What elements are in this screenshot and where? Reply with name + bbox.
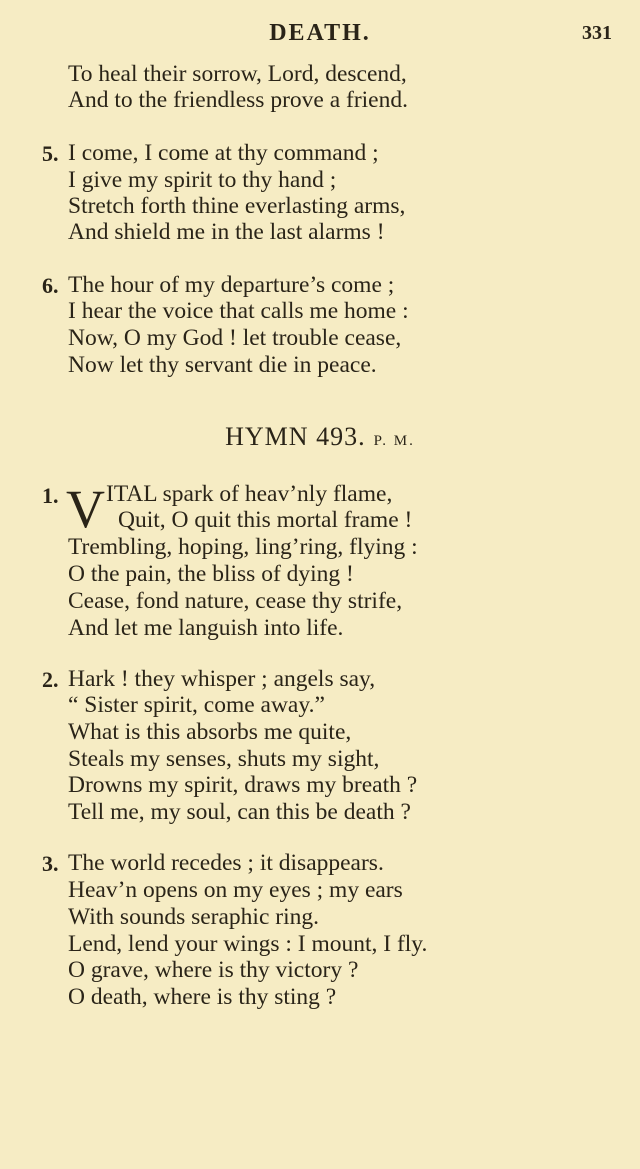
verse-line: Quit, O quit this mortal frame ! (118, 507, 413, 533)
stanza-number: 6. (42, 273, 59, 298)
hymn-number: HYMN 493. (225, 422, 366, 451)
verse-line: Now let thy servant die in peace. (68, 352, 377, 378)
verse-line: O death, where is thy sting ? (68, 984, 337, 1010)
hymn-title (0, 422, 640, 452)
verse-line: “ Sister spirit, come away.” (68, 692, 325, 718)
page-number: 331 (582, 22, 612, 44)
verse-line: To heal their sorrow, Lord, descend, (68, 61, 407, 87)
verse-line: ITAL spark of heav’nly flame, (106, 481, 393, 507)
stanza-number: 1. (42, 483, 59, 508)
verse-line: The hour of my departure’s come ; (68, 272, 395, 298)
verse-line: What is this absorbs me quite, (68, 719, 352, 745)
verse-line: Now, O my God ! let trouble cease, (68, 325, 402, 351)
verse-line: Steals my senses, shuts my sight, (68, 746, 380, 772)
verse-line: I come, I come at thy command ; (68, 140, 379, 166)
verse-line: I give my spirit to thy hand ; (68, 167, 337, 193)
verse-line: Tell me, my soul, can this be death ? (68, 799, 411, 825)
verse-line: I hear the voice that calls me home : (68, 298, 409, 324)
stanza-number: 5. (42, 141, 59, 166)
verse-line: Cease, fond nature, cease thy strife, (68, 588, 403, 614)
stanza-number: 2. (42, 667, 59, 692)
verse-line: Trembling, hoping, ling’ring, flying : (68, 534, 418, 560)
verse-line: O the pain, the bliss of dying ! (68, 561, 354, 587)
verse-line: And shield me in the last alarms ! (68, 219, 385, 245)
verse-line: Heav’n opens on my eyes ; my ears (68, 877, 403, 903)
verse-line: Stretch forth thine everlasting arms, (68, 193, 406, 219)
running-head: DEATH. (269, 20, 371, 46)
verse-line: And to the friendless prove a friend. (68, 87, 408, 113)
stanza-number: 3. (42, 851, 59, 876)
verse-line: With sounds seraphic ring. (68, 904, 319, 930)
verse-line: The world recedes ; it disappears. (68, 850, 384, 876)
verse-line: Hark ! they whisper ; angels say, (68, 666, 376, 692)
drop-cap: V (66, 479, 105, 539)
hymn-meter: P. M. (373, 433, 415, 449)
verse-line: Drowns my spirit, draws my breath ? (68, 772, 418, 798)
verse-line: Lend, lend your wings : I mount, I fly. (68, 931, 428, 957)
verse-line: O grave, where is thy victory ? (68, 957, 359, 983)
verse-line: And let me languish into life. (68, 615, 344, 641)
